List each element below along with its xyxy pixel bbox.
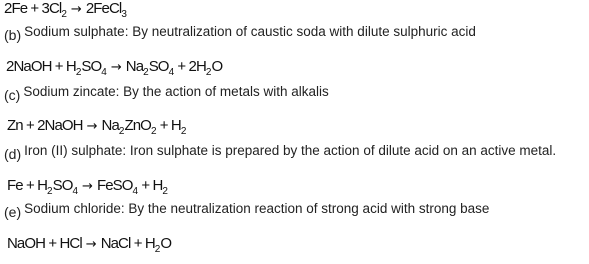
- item-iron-sulphate: [4, 143, 556, 162]
- reaction-arrow: →: [85, 237, 97, 252]
- reaction-arrow: →: [82, 179, 93, 194]
- equation-iron-sulphate: $Fe + H_2SO_4$ → FeSO$_4$ + $H_2$: [7, 177, 168, 197]
- equation-sodium-sulphate: 2NaOH + $H_2SO_4 \to Na_2SO_4 + 2H_2O$: [6, 58, 223, 78]
- equation-sodium-zincate: Zn + 2NaOH → $Na_2ZnO_2 + H_2$: [7, 117, 187, 137]
- item-letter: (e): [4, 204, 22, 220]
- item-sodium-zincate: [4, 84, 329, 103]
- equation-iron-chloride: $2Fe + 3Cl_2$ → 2FeCl$_3$: [4, 0, 127, 20]
- item-sodium-sulphate: [4, 24, 476, 43]
- item-sodium-chloride: [4, 201, 489, 220]
- item-text: Iron (II) sulphate: Iron sulphate is prepared by the action of dilute acid on an active metal.: [24, 143, 557, 158]
- item-letter: (d): [4, 146, 22, 162]
- reaction-arrow: →: [86, 119, 98, 134]
- equation-sodium-chloride: NaOH + HCl → NaCl + $H_2O$: [7, 235, 172, 255]
- item-text: Sodium chloride: By the neutralization reaction of strong acid with strong base: [24, 201, 490, 216]
- item-letter: (b): [4, 27, 22, 43]
- item-text: Sodium zincate: By the action of metals with alkalis: [23, 84, 329, 99]
- reaction-arrow: →: [110, 60, 122, 75]
- item-letter: (c): [4, 87, 21, 103]
- reaction-arrow: →: [70, 2, 82, 17]
- item-text: Sodium sulphate: By neutralization of caustic soda with dilute sulphuric acid: [24, 24, 476, 39]
